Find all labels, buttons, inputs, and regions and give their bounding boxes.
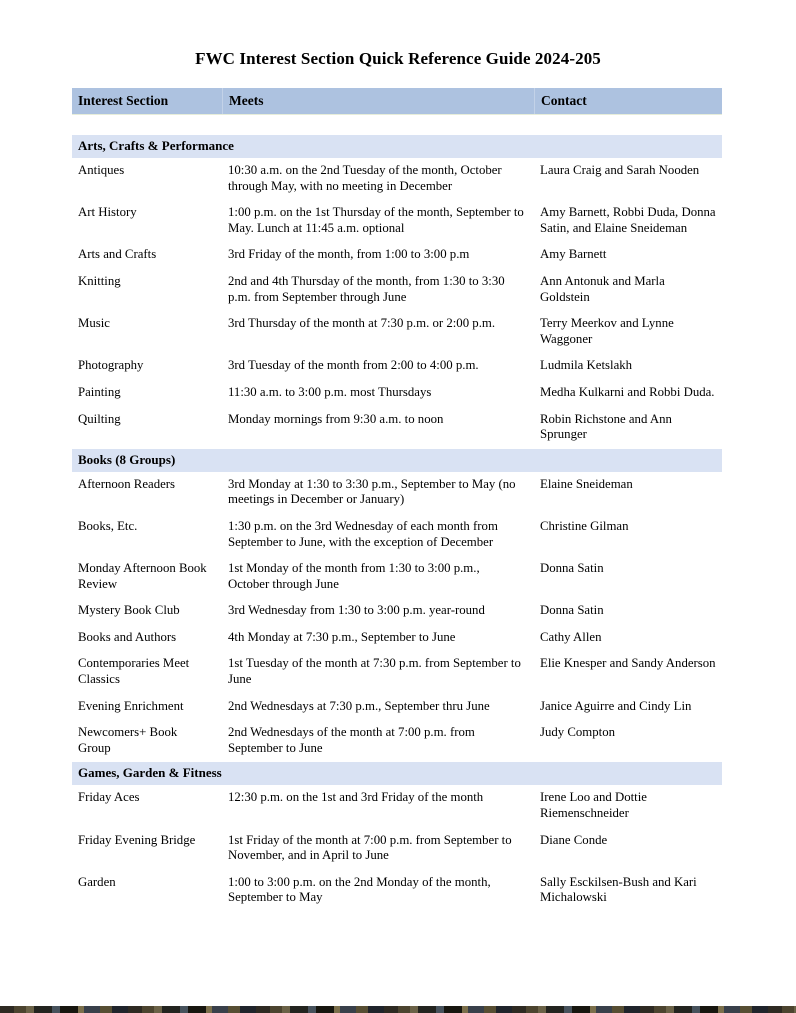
contact-text: Irene Loo and Dottie Riemenschneider bbox=[540, 790, 647, 821]
meets-text: 2nd Wednesdays at 7:30 p.m., September thru June bbox=[228, 698, 490, 713]
table-row bbox=[72, 720, 722, 762]
table-row bbox=[72, 407, 722, 449]
contact-text: Terry Meerkov and Lynne Waggoner bbox=[540, 316, 674, 346]
contact-text: Judy Compton bbox=[540, 725, 616, 740]
contact-text: Robin Richstone and Ann Sprunger bbox=[540, 411, 672, 442]
interest-section-name: Painting bbox=[78, 384, 121, 399]
contact-text: Medha Kulkarni and Robbi Duda. bbox=[540, 384, 715, 399]
interest-section-name: Quilting bbox=[78, 411, 121, 426]
contact-text: Ann Antonuk and Marla Goldstein bbox=[540, 273, 665, 304]
table-row bbox=[72, 514, 722, 556]
table-row bbox=[72, 828, 722, 870]
meets-text: 1:30 p.m. on the 3rd Wednesday of each month from September to June, with the exception of December bbox=[228, 518, 498, 549]
contact-text: Ludmila Ketslakh bbox=[540, 358, 633, 373]
interest-section-name: Arts and Crafts bbox=[78, 247, 157, 262]
interest-section-name: Art History bbox=[78, 205, 137, 220]
interest-section-name: Evening Enrichment bbox=[78, 698, 184, 713]
interest-section-name: Afternoon Readers bbox=[78, 476, 176, 491]
table-row bbox=[72, 556, 722, 598]
contact-text: Cathy Allen bbox=[540, 629, 602, 644]
table-row bbox=[72, 353, 722, 380]
table-row bbox=[72, 625, 722, 652]
table-row bbox=[72, 472, 722, 514]
table-row bbox=[72, 380, 722, 407]
interest-section-name: Garden bbox=[78, 874, 116, 889]
interest-section-name: Books and Authors bbox=[78, 629, 177, 644]
column-header-contact: Contact bbox=[534, 88, 722, 114]
page-title: FWC Interest Section Quick Reference Guide 2024-205 bbox=[195, 49, 601, 68]
meets-text: 11:30 a.m. to 3:00 p.m. most Thursdays bbox=[228, 384, 432, 399]
meets-text: 12:30 p.m. on the 1st and 3rd Friday of the month bbox=[228, 790, 484, 805]
section-header-books: Books (8 Groups) bbox=[72, 449, 722, 472]
table-row bbox=[72, 694, 722, 721]
meets-text: 1:00 to 3:00 p.m. on the 2nd Monday of the month, September to May bbox=[228, 874, 491, 905]
meets-text: 3rd Friday of the month, from 1:00 to 3:00 p.m bbox=[228, 247, 470, 262]
page-bottom-photo-strip bbox=[0, 1006, 796, 1013]
interest-section-name: Contemporaries Meet Classics bbox=[78, 656, 190, 687]
table-row bbox=[72, 311, 722, 353]
meets-text: 3rd Monday at 1:30 to 3:30 p.m., September to May (no meetings in December or January) bbox=[228, 476, 516, 507]
table-row bbox=[72, 598, 722, 625]
contact-text: Donna Satin bbox=[540, 603, 604, 618]
contact-text: Christine Gilman bbox=[540, 518, 629, 533]
interest-section-name: Newcomers+ Book Group bbox=[78, 725, 178, 755]
meets-text: 3rd Wednesday from 1:30 to 3:00 p.m. year-round bbox=[228, 603, 485, 618]
section-header-arts-crafts-performance: Arts, Crafts & Performance bbox=[72, 135, 722, 158]
interest-section-table bbox=[72, 88, 722, 912]
meets-text: 10:30 a.m. on the 2nd Tuesday of the month, October through May, with no meeting in December bbox=[228, 163, 502, 193]
interest-section-name: Music bbox=[78, 316, 110, 331]
contact-text: Sally Esckilsen-Bush and Kari Michalowski bbox=[540, 874, 697, 905]
contact-text: Amy Barnett, Robbi Duda, Donna Satin, and Elaine Sneideman bbox=[540, 205, 716, 235]
contact-text: Elaine Sneideman bbox=[540, 476, 633, 491]
contact-text: Laura Craig and Sarah Nooden bbox=[540, 163, 700, 177]
meets-text: 1:00 p.m. on the 1st Thursday of the month, September to May. Lunch at 11:45 a.m. optional bbox=[228, 205, 524, 235]
table-row bbox=[72, 269, 722, 311]
interest-section-name: Friday Evening Bridge bbox=[78, 832, 196, 847]
meets-text: 1st Tuesday of the month at 7:30 p.m. from September to June bbox=[228, 656, 521, 687]
interest-section-name: Friday Aces bbox=[78, 790, 140, 805]
contact-text: Janice Aguirre and Cindy Lin bbox=[540, 698, 692, 713]
meets-text: 3rd Thursday of the month at 7:30 p.m. or 2:00 p.m. bbox=[228, 316, 496, 331]
column-header-meets: Meets bbox=[222, 88, 534, 114]
meets-text: 2nd Wednesdays of the month at 7:00 p.m. from September to June bbox=[228, 725, 475, 755]
section-header-games-garden-fitness: Games, Garden & Fitness bbox=[72, 762, 722, 785]
meets-text: 1st Monday of the month from 1:30 to 3:00 p.m., October through June bbox=[228, 561, 480, 591]
contact-text: Diane Conde bbox=[540, 832, 608, 847]
interest-section-name: Mystery Book Club bbox=[78, 603, 180, 618]
header-gap bbox=[72, 115, 722, 135]
interest-section-name: Knitting bbox=[78, 273, 121, 288]
table-header-row bbox=[72, 88, 722, 115]
meets-text: 3rd Tuesday of the month from 2:00 to 4:00 p.m. bbox=[228, 358, 479, 373]
meets-text: 4th Monday at 7:30 p.m., September to June bbox=[228, 629, 456, 644]
table-row bbox=[72, 242, 722, 269]
table-row bbox=[72, 200, 722, 242]
interest-section-name: Books, Etc. bbox=[78, 518, 138, 533]
meets-text: Monday mornings from 9:30 a.m. to noon bbox=[228, 411, 444, 426]
table-row bbox=[72, 785, 722, 827]
contact-text: Amy Barnett bbox=[540, 247, 607, 262]
interest-section-name: Photography bbox=[78, 358, 144, 373]
meets-text: 1st Friday of the month at 7:00 p.m. from September to November, and in April to June bbox=[228, 832, 512, 863]
contact-text: Elie Knesper and Sandy Anderson bbox=[540, 656, 716, 671]
column-header-interest-section: Interest Section bbox=[78, 93, 169, 108]
table-row bbox=[72, 158, 722, 200]
table-row bbox=[72, 651, 722, 693]
interest-section-name: Monday Afternoon Book Review bbox=[78, 561, 207, 591]
interest-section-name: Antiques bbox=[78, 163, 125, 177]
contact-text: Donna Satin bbox=[540, 561, 604, 576]
table-row bbox=[72, 870, 722, 912]
meets-text: 2nd and 4th Thursday of the month, from 1:30 to 3:30 p.m. from September through June bbox=[228, 273, 505, 304]
